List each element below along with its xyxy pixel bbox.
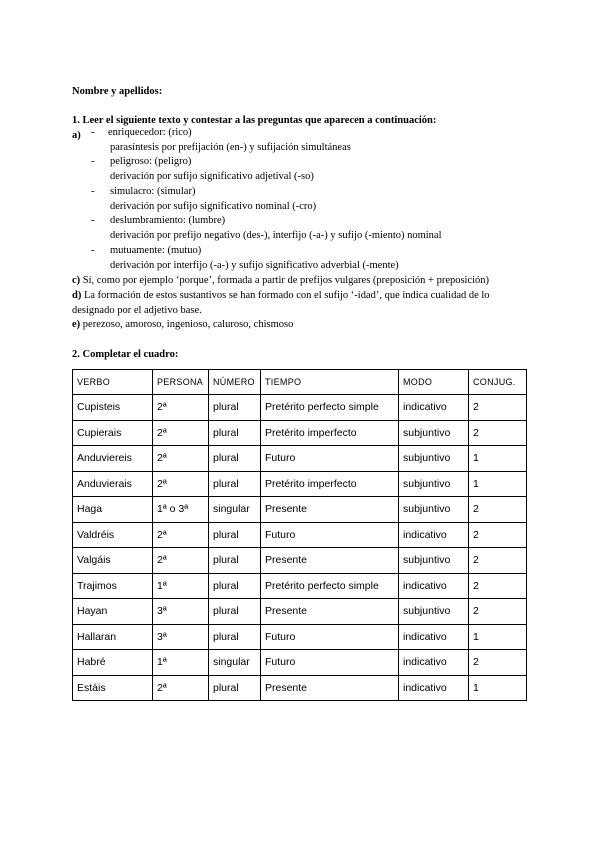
conjugation-cell: 2	[469, 573, 527, 599]
table-row	[73, 522, 527, 548]
tense-cell: Pretérito perfecto simple	[261, 573, 399, 599]
table-row	[73, 446, 527, 472]
answer-e-text: perezoso, amoroso, ingenioso, caluroso, chismoso	[82, 319, 294, 330]
number-cell: plural	[209, 573, 261, 599]
answer-d-text-line2: designado por el adjetivo base.	[72, 305, 202, 316]
conjugation-table	[72, 369, 527, 701]
table-row	[73, 497, 527, 523]
table-row	[73, 624, 527, 650]
tense-cell: Futuro	[261, 624, 399, 650]
conjugation-cell: 1	[469, 624, 527, 650]
list-item-explanation: parasíntesis por prefijación (en-) y sufijación simultáneas	[110, 142, 351, 153]
person-cell: 2ª	[153, 420, 209, 446]
table-row	[73, 548, 527, 574]
tense-cell: Pretérito imperfecto	[261, 471, 399, 497]
conjugation-cell: 2	[469, 548, 527, 574]
conjugation-cell: 2	[469, 522, 527, 548]
mood-cell: indicativo	[399, 573, 469, 599]
conjugation-cell: 1	[469, 471, 527, 497]
column-header: TIEMPO	[261, 370, 399, 395]
mood-cell: subjuntivo	[399, 548, 469, 574]
conjugation-cell: 2	[469, 420, 527, 446]
section2-title: 2. Completar el cuadro:	[72, 349, 179, 360]
list-item-word: enriquecedor: (rico)	[108, 127, 192, 138]
conjugation-cell: 2	[469, 650, 527, 676]
list-bullet: -	[91, 245, 95, 256]
section1-title: 1. Leer el siguiente texto y contestar a las preguntas que aparecen a continuación:	[72, 115, 437, 126]
answer-c	[72, 274, 489, 287]
number-cell: singular	[209, 650, 261, 676]
list-bullet: -	[91, 127, 95, 138]
table-row	[73, 471, 527, 497]
list-bullet: -	[91, 186, 95, 197]
verb-cell: Cupisteis	[73, 395, 153, 421]
mood-cell: subjuntivo	[399, 471, 469, 497]
mood-cell: subjuntivo	[399, 446, 469, 472]
answer-e	[72, 318, 293, 331]
verb-cell: Habré	[73, 650, 153, 676]
list-item-word: simulacro: (simular)	[110, 186, 196, 197]
verb-cell: Trajimos	[73, 573, 153, 599]
list-item-explanation: derivación por prefijo negativo (des-), interfijo (-a-) y sufijo (-miento) nominal	[110, 230, 442, 241]
table-row	[73, 675, 527, 701]
person-cell: 2ª	[153, 471, 209, 497]
table-row	[73, 420, 527, 446]
person-cell: 2ª	[153, 548, 209, 574]
number-cell: plural	[209, 395, 261, 421]
number-cell: plural	[209, 446, 261, 472]
person-cell: 2ª	[153, 446, 209, 472]
number-cell: plural	[209, 471, 261, 497]
list-item-explanation: derivación por sufijo significativo nominal (-cro)	[110, 201, 317, 212]
mood-cell: indicativo	[399, 624, 469, 650]
mood-cell: subjuntivo	[399, 497, 469, 523]
mood-cell: subjuntivo	[399, 599, 469, 625]
tense-cell: Pretérito imperfecto	[261, 420, 399, 446]
table-row	[73, 395, 527, 421]
verb-cell: Estáis	[73, 675, 153, 701]
list-item-word: deslumbramiento: (lumbre)	[110, 215, 226, 226]
answer-d	[72, 289, 490, 302]
conjugation-cell: 2	[469, 599, 527, 625]
column-header: VERBO	[73, 370, 153, 395]
verb-cell: Valdréis	[73, 522, 153, 548]
verb-cell: Anduviereis	[73, 446, 153, 472]
answer-c-label: c)	[72, 275, 81, 286]
number-cell: plural	[209, 522, 261, 548]
number-cell: plural	[209, 548, 261, 574]
answer-c-text: Sí, como por ejemplo ‘porque’, formada a partir de prefijos vulgares (preposición + preposición)	[82, 275, 490, 286]
person-cell: 3ª	[153, 599, 209, 625]
list-item-word: peligroso: (peligro)	[110, 156, 192, 167]
list-item-explanation: derivación por interfijo (-a-) y sufijo significativo adverbial (-mente)	[110, 260, 399, 271]
column-header: NÚMERO	[209, 370, 261, 395]
table-row	[73, 650, 527, 676]
verb-cell: Cupierais	[73, 420, 153, 446]
table-row	[73, 573, 527, 599]
column-header: PERSONA	[153, 370, 209, 395]
verb-cell: Hallaran	[73, 624, 153, 650]
person-cell: 2ª	[153, 522, 209, 548]
mood-cell: indicativo	[399, 675, 469, 701]
verb-cell: Valgáis	[73, 548, 153, 574]
tense-cell: Futuro	[261, 650, 399, 676]
tense-cell: Presente	[261, 497, 399, 523]
person-cell: 2ª	[153, 675, 209, 701]
conjugation-cell: 1	[469, 446, 527, 472]
verb-cell: Hayan	[73, 599, 153, 625]
tense-cell: Futuro	[261, 446, 399, 472]
answer-d-label: d)	[72, 290, 82, 301]
verb-cell: Haga	[73, 497, 153, 523]
mood-cell: indicativo	[399, 650, 469, 676]
conjugation-cell: 2	[469, 497, 527, 523]
mood-cell: indicativo	[399, 522, 469, 548]
tense-cell: Presente	[261, 599, 399, 625]
list-item-explanation: derivación por sufijo significativo adjetival (-so)	[110, 171, 314, 182]
conjugation-cell: 2	[469, 395, 527, 421]
mood-cell: subjuntivo	[399, 420, 469, 446]
person-cell: 1ª	[153, 650, 209, 676]
number-cell: plural	[209, 624, 261, 650]
person-cell: 3ª	[153, 624, 209, 650]
answer-d-text-line1: La formación de estos sustantivos se han formado con el sufijo ‘-idad’, que indica cualidad de lo	[83, 290, 490, 301]
person-cell: 2ª	[153, 395, 209, 421]
verb-cell: Anduvierais	[73, 471, 153, 497]
tense-cell: Presente	[261, 675, 399, 701]
tense-cell: Presente	[261, 548, 399, 574]
table-header-row	[73, 370, 527, 395]
column-header: MODO	[399, 370, 469, 395]
list-bullet: -	[91, 156, 95, 167]
person-cell: 1ª o 3ª	[153, 497, 209, 523]
mood-cell: indicativo	[399, 395, 469, 421]
tense-cell: Futuro	[261, 522, 399, 548]
list-bullet: -	[91, 215, 95, 226]
list-item-word: mutuamente: (mutuo)	[110, 245, 202, 256]
conjugation-cell: 1	[469, 675, 527, 701]
number-cell: singular	[209, 497, 261, 523]
table-row	[73, 599, 527, 625]
number-cell: plural	[209, 599, 261, 625]
number-cell: plural	[209, 675, 261, 701]
tense-cell: Pretérito perfecto simple	[261, 395, 399, 421]
name-label: Nombre y apellidos:	[72, 86, 163, 97]
number-cell: plural	[209, 420, 261, 446]
column-header: CONJUG.	[469, 370, 527, 395]
answer-a-label: a)	[72, 130, 81, 141]
person-cell: 1ª	[153, 573, 209, 599]
answer-e-label: e)	[72, 319, 81, 330]
